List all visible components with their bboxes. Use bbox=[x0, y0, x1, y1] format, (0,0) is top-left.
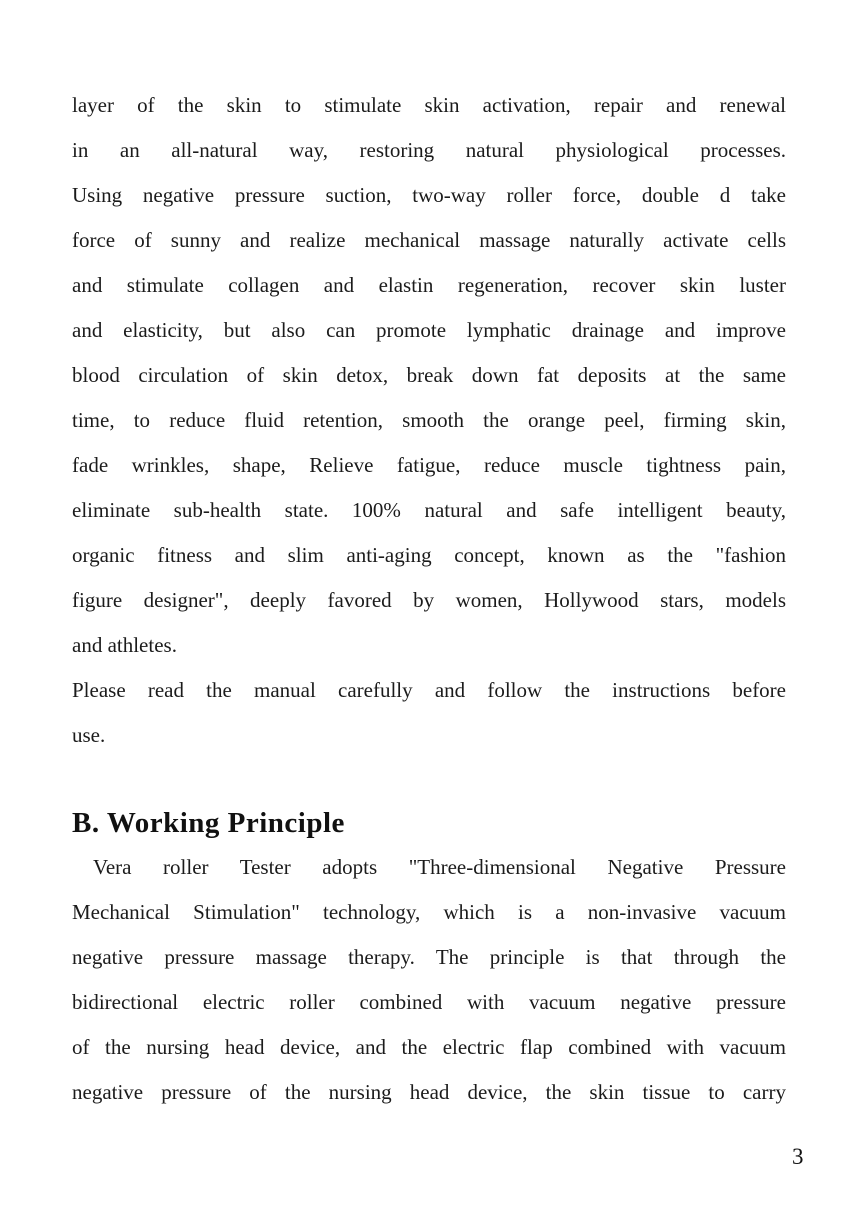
text-line: Vera roller Tester adopts "Three-dimensional Negative Pressure bbox=[93, 855, 786, 879]
text-line: Please read the manual carefully and follow the instructions before bbox=[72, 678, 786, 702]
section-heading: B. Working Principle bbox=[72, 807, 345, 839]
body-paragraph-3 bbox=[72, 845, 786, 1115]
text-line: negative pressure of the nursing head device, the skin tissue to carry bbox=[72, 1080, 786, 1104]
text-line: negative pressure massage therapy. The principle is that through the bbox=[72, 945, 786, 969]
text-line: layer of the skin to stimulate skin activation, repair and renewal bbox=[72, 93, 786, 117]
text-line: bidirectional electric roller combined with vacuum negative pressure bbox=[72, 990, 786, 1014]
text-line: of the nursing head device, and the electric flap combined with vacuum bbox=[72, 1035, 786, 1059]
text-line: time, to reduce fluid retention, smooth the orange peel, firming skin, bbox=[72, 408, 786, 432]
text-line: and athletes. bbox=[72, 633, 177, 657]
text-line: in an all-natural way, restoring natural physiological processes. bbox=[72, 138, 786, 162]
body-paragraph-1 bbox=[72, 83, 786, 668]
text-line: force of sunny and realize mechanical massage naturally activate cells bbox=[72, 228, 786, 252]
text-line: and elasticity, but also can promote lymphatic drainage and improve bbox=[72, 318, 786, 342]
text-line: eliminate sub-health state. 100% natural and safe intelligent beauty, bbox=[72, 498, 786, 522]
text-line: figure designer", deeply favored by women, Hollywood stars, models bbox=[72, 588, 786, 612]
text-line: Using negative pressure suction, two-way roller force, double d take bbox=[72, 183, 786, 207]
text-line: organic fitness and slim anti-aging concept, known as the "fashion bbox=[72, 543, 786, 567]
text-line: fade wrinkles, shape, Relieve fatigue, reduce muscle tightness pain, bbox=[72, 453, 786, 477]
text-line: and stimulate collagen and elastin regeneration, recover skin luster bbox=[72, 273, 786, 297]
text-line: Mechanical Stimulation" technology, which is a non-invasive vacuum bbox=[72, 900, 786, 924]
text-line: use. bbox=[72, 723, 106, 747]
body-text bbox=[72, 83, 786, 758]
body-paragraph-2 bbox=[72, 668, 786, 758]
page-number: 3 bbox=[792, 1144, 804, 1169]
text-line: blood circulation of skin detox, break down fat deposits at the same bbox=[72, 363, 786, 387]
